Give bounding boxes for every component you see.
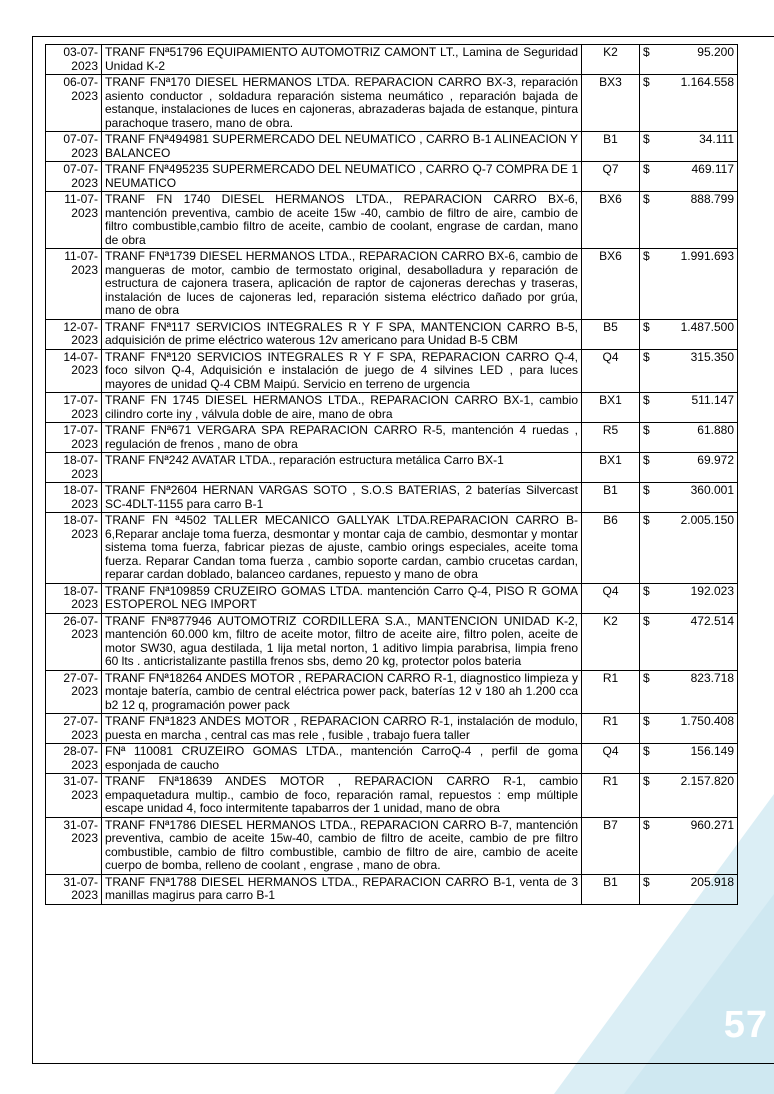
row-description: TRANF FNª120 SERVICIOS INTEGRALES R Y F SPA, REPARACION CARRO Q-4, foco silvon Q-4, Adquisición e instalación de juego de 4 silvines LED , para luces mayores de unidad Q-4 CBM Maipú. Servicio en terreno de urgencia (102, 349, 582, 393)
currency-symbol: $ (643, 393, 650, 407)
row-date: 18-07-2023 (46, 453, 102, 483)
currency-symbol: $ (643, 670, 650, 685)
row-unit-code: Q7 (582, 162, 640, 192)
row-amount: 960.271 (690, 817, 734, 832)
currency-symbol: $ (643, 249, 650, 263)
row-amount-cell (640, 670, 738, 714)
row-date: 31-07-2023 (46, 874, 102, 904)
row-date: 18-07-2023 (46, 483, 102, 513)
row-unit-code: B1 (582, 483, 640, 513)
currency-symbol: $ (643, 453, 650, 467)
row-amount-cell (640, 192, 738, 249)
table-row (46, 349, 738, 393)
row-date: 26-07-2023 (46, 613, 102, 670)
row-description: TRANF FNª1788 DIESEL HERMANOS LTDA., REPARACION CARRO B-1, venta de 3 manillas magirus para carro B-1 (102, 874, 582, 904)
row-unit-code: B1 (582, 132, 640, 162)
row-amount-cell (640, 774, 738, 818)
currency-symbol: $ (643, 319, 650, 334)
row-description: TRANF FNª18264 ANDES MOTOR , REPARACION CARRO R-1, diagnostico limpieza y montaje batería, cambio de central eléctrica power pack, baterías 12 v 180 ah 1.200 cca b2 12 q, programación power pack (102, 670, 582, 714)
row-description: TRANF FNª170 DIESEL HERMANOS LTDA. REPARACION CARRO BX-3, reparación asiento conductor , soldadura reparación sistema neumático , reparación bajada de estanque, instalaciones de luces en cajoneras, abrazaderas bajada de estanque, pintura parachoque trasero, mano de obra. (102, 75, 582, 132)
row-amount-cell (640, 75, 738, 132)
currency-symbol: $ (643, 513, 650, 527)
row-amount-cell (640, 453, 738, 483)
row-date: 11-07-2023 (46, 192, 102, 249)
table-row (46, 393, 738, 423)
row-amount-cell (640, 132, 738, 162)
row-amount: 1.991.693 (680, 249, 734, 263)
row-amount: 472.514 (690, 613, 734, 628)
row-unit-code: K2 (582, 613, 640, 670)
currency-symbol: $ (643, 483, 650, 497)
row-amount-cell (640, 319, 738, 349)
row-unit-code: K2 (582, 45, 640, 75)
table-row (46, 874, 738, 904)
row-description: TRANF FN 1740 DIESEL HERMANOS LTDA., REPARACION CARRO BX-6, mantención preventiva, cambio de aceite 15w -40, cambio de filtro de aire, cambio de filtro combustible,cambio filtro de aceite, cambio de coolant, engrase de cardan, mano de obra (102, 192, 582, 249)
row-amount-cell (640, 393, 738, 423)
expense-table (45, 44, 738, 905)
row-date: 12-07-2023 (46, 319, 102, 349)
row-description: TRANF FNª242 AVATAR LTDA., reparación estructura metálica Carro BX-1 (102, 453, 582, 483)
row-date: 17-07-2023 (46, 393, 102, 423)
row-amount-cell (640, 249, 738, 320)
table-row (46, 817, 738, 874)
row-date: 31-07-2023 (46, 817, 102, 874)
currency-symbol: $ (643, 817, 650, 832)
table-row (46, 162, 738, 192)
row-amount: 192.023 (690, 583, 734, 598)
row-date: 27-07-2023 (46, 670, 102, 714)
currency-symbol: $ (643, 744, 650, 758)
row-description: TRANF FNª495235 SUPERMERCADO DEL NEUMATICO , CARRO Q-7 COMPRA DE 1 NEUMATICO (102, 162, 582, 192)
row-description: TRANF FN ª4502 TALLER MECANICO GALLYAK LTDA.REPARACION CARRO B-6,Reparar anclaje toma fuerza, desmontar y montar caja de cambio, desmontar y montar sistema toma fuerza, fabricar piezas de ajuste, cambio orings especiales, aceite toma fuerza. Reparar Candan toma fuerza , cambio soporte cardan, cambio crucetas cardan, reparar cardan doblado, balanceo cardanes, repuesto y mano de obra (102, 513, 582, 584)
row-date: 27-07-2023 (46, 714, 102, 744)
row-description: TRANF FNª109859 CRUZEIRO GOMAS LTDA. mantención Carro Q-4, PISO R GOMA ESTOPEROL NEG IMPORT (102, 583, 582, 613)
row-description: TRANF FNª18639 ANDES MOTOR , REPARACION CARRO R-1, cambio empaquetadura multip., cambio de foco, reparación ramal, repuestos : emp múltiple escape unidad 4, foco intermitente tapabarros der 1 unidad, mano de obra (102, 774, 582, 818)
row-description: TRANF FNª494981 SUPERMERCADO DEL NEUMATICO , CARRO B-1 ALINEACION Y BALANCEO (102, 132, 582, 162)
row-amount: 2.005.150 (680, 513, 734, 527)
row-amount: 888.799 (690, 192, 734, 206)
table-row (46, 192, 738, 249)
row-date: 11-07-2023 (46, 249, 102, 320)
row-amount: 95.200 (697, 45, 734, 59)
row-unit-code: B5 (582, 319, 640, 349)
row-unit-code: BX3 (582, 75, 640, 132)
currency-symbol: $ (643, 349, 650, 364)
currency-symbol: $ (643, 423, 650, 437)
row-date: 03-07-2023 (46, 45, 102, 75)
table-row (46, 613, 738, 670)
row-amount-cell (640, 483, 738, 513)
row-amount: 1.487.500 (680, 319, 734, 334)
row-unit-code: Q4 (582, 349, 640, 393)
row-date: 07-07-2023 (46, 162, 102, 192)
row-unit-code: R1 (582, 670, 640, 714)
currency-symbol: $ (643, 613, 650, 628)
row-amount: 2.157.820 (680, 774, 734, 788)
row-amount: 156.149 (690, 744, 734, 758)
table-row (46, 583, 738, 613)
table-row (46, 774, 738, 818)
row-unit-code: B6 (582, 513, 640, 584)
row-description: TRANF FNª117 SERVICIOS INTEGRALES R Y F SPA, MANTENCION CARRO B-5, adquisición de prime eléctrico waterous 12v americano para Unidad B-5 CBM (102, 319, 582, 349)
row-description: TRANF FNª877946 AUTOMOTRIZ CORDILLERA S.A., MANTENCION UNIDAD K-2, mantención 60.000 km, filtro de aceite motor, filtro de aceite aire, filtro polen, aceite de motor SW30, agua destilada, 1 lija metal norton, 1 aditivo limpia parabrisa, limpia freno 60 lts . anticristalizante pastilla frenos sbs, demo 20 kg, protector polos bateria (102, 613, 582, 670)
row-amount: 34.111 (699, 132, 734, 146)
row-description: TRANF FNª1823 ANDES MOTOR , REPARACION CARRO R-1, instalación de modulo, puesta en marcha , central cas mas rele , fusible , trabajo fuera taller (102, 714, 582, 744)
row-unit-code: B7 (582, 817, 640, 874)
row-description: TRANF FNª2604 HERNAN VARGAS SOTO , S.O.S BATERIAS, 2 baterías Silvercast SC-4DLT-1155 para carro B-1 (102, 483, 582, 513)
currency-symbol: $ (643, 192, 650, 206)
currency-symbol: $ (643, 75, 650, 89)
row-amount-cell (640, 714, 738, 744)
currency-symbol: $ (643, 132, 650, 146)
row-date: 06-07-2023 (46, 75, 102, 132)
row-description: TRANF FNª51796 EQUIPAMIENTO AUTOMOTRIZ CAMONT LT., Lamina de Seguridad Unidad K-2 (102, 45, 582, 75)
row-amount: 1.750.408 (680, 714, 734, 728)
row-amount: 823.718 (690, 670, 734, 685)
row-amount-cell (640, 45, 738, 75)
table-row (46, 132, 738, 162)
row-amount: 1.164.558 (680, 75, 734, 89)
table-row (46, 423, 738, 453)
row-amount: 360.001 (690, 483, 734, 497)
row-amount: 511.147 (691, 393, 734, 407)
row-amount-cell (640, 744, 738, 774)
currency-symbol: $ (643, 162, 650, 176)
table-row (46, 319, 738, 349)
page-number: 57 (723, 1004, 768, 1046)
table-row (46, 75, 738, 132)
row-unit-code: BX6 (582, 249, 640, 320)
row-amount: 61.880 (697, 423, 734, 437)
row-date: 31-07-2023 (46, 774, 102, 818)
row-unit-code: BX1 (582, 453, 640, 483)
row-description: TRANF FN 1745 DIESEL HERMANOS LTDA., REPARACION CARRO BX-1, cambio cilindro corte iny , válvula doble de aire, mano de obra (102, 393, 582, 423)
row-unit-code: R5 (582, 423, 640, 453)
row-description: TRANF FNª1786 DIESEL HERMANOS LTDA., REPARACION CARRO B-7, mantención preventiva, cambio de aceite 15w-40, cambio de filtro de aceite, cambio de pre filtro combustible, cambio de filtro combustible, cambio de filtro de aire, cambio de aceite cuerpo de bomba, relleno de coolant , engrase , mano de obra. (102, 817, 582, 874)
currency-symbol: $ (643, 45, 650, 59)
row-description: FNª 110081 CRUZEIRO GOMAS LTDA., mantención CarroQ-4 , perfil de goma esponjada de caucho (102, 744, 582, 774)
row-unit-code: Q4 (582, 583, 640, 613)
row-date: 28-07-2023 (46, 744, 102, 774)
row-amount-cell (640, 423, 738, 453)
row-date: 17-07-2023 (46, 423, 102, 453)
row-amount-cell (640, 613, 738, 670)
row-date: 18-07-2023 (46, 513, 102, 584)
row-unit-code: R1 (582, 774, 640, 818)
row-unit-code: BX1 (582, 393, 640, 423)
table-row (46, 483, 738, 513)
row-amount-cell (640, 583, 738, 613)
row-unit-code: BX6 (582, 192, 640, 249)
row-amount: 69.972 (697, 453, 734, 467)
currency-symbol: $ (643, 714, 650, 728)
row-amount-cell (640, 162, 738, 192)
table-row (46, 453, 738, 483)
currency-symbol: $ (643, 583, 650, 598)
table-row (46, 249, 738, 320)
table-row (46, 670, 738, 714)
table-row (46, 45, 738, 75)
row-amount-cell (640, 513, 738, 584)
row-date: 18-07-2023 (46, 583, 102, 613)
table-row (46, 744, 738, 774)
table-row (46, 513, 738, 584)
row-unit-code: R1 (582, 714, 640, 744)
row-amount: 315.350 (690, 349, 734, 364)
row-amount: 469.117 (691, 162, 734, 176)
row-description: TRANF FNª1739 DIESEL HERMANOS LTDA., REPARACION CARRO BX-6, cambio de mangueras de motor, cambio de termostato original, desabolladura y reparación de estructura de cajonera trasera, aplicación de raptor de cajoneras derechas y traseras, instalación de luces de cajoneras led, reparación sistema eléctrico dañado por grúa, mano de obra (102, 249, 582, 320)
row-amount-cell (640, 349, 738, 393)
table-row (46, 714, 738, 744)
row-amount-cell (640, 874, 738, 904)
row-amount-cell (640, 817, 738, 874)
currency-symbol: $ (643, 774, 650, 788)
row-amount: 205.918 (690, 874, 734, 889)
currency-symbol: $ (643, 874, 650, 889)
row-date: 07-07-2023 (46, 132, 102, 162)
row-unit-code: B1 (582, 874, 640, 904)
row-date: 14-07-2023 (46, 349, 102, 393)
row-unit-code: Q4 (582, 744, 640, 774)
row-description: TRANF FNª671 VERGARA SPA REPARACION CARRO R-5, mantención 4 ruedas , regulación de frenos , mano de obra (102, 423, 582, 453)
